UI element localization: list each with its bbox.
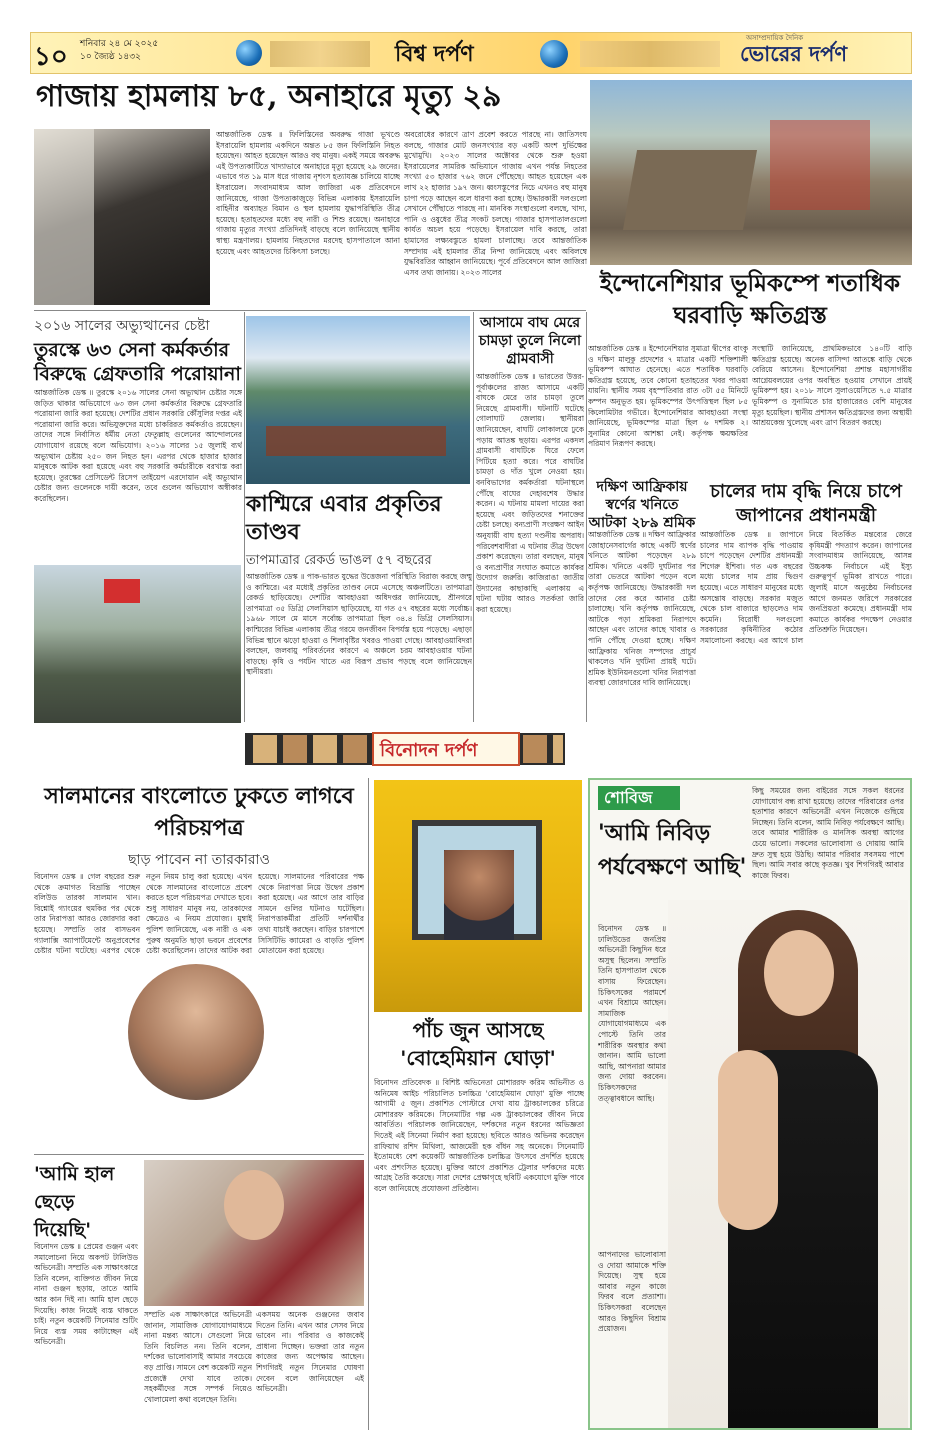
gaza-column-1: আন্তর্জাতিক ডেস্ক ॥ ফিলিস্তিনের অবরুদ্ধ গাজা ভূখণ্ডে ইসরায়েলি হামলায় একদিনে অন্তত ৮৫ জন ফিলিস্তিনি নিহত হয়েছেন। আহত হয়েছেন আরও বহু মানুষ। একই সময়ে অবরুদ্ধ এই উপত্যকাটিতে খাদ্যাভাবে অনাহারে মৃত্যু হয়েছে ২৯ জনের। এভাবে গত ১৯ মাস ধরে গাজায় নৃশংস হত্যাযজ্ঞ চালিয়ে যাচ্ছে ইসরায়েল। সংবাদমাধ্যম আল জাজিরা এক প্রতিবেদনে জানিয়েছে, গাজা উপত্যকাজুড়ে বিভিন্ন এলাকায় ইসরায়েলি বাহিনীর অব্যাহত বিমান ও স্থল হামলায় যুদ্ধাপরিস্থিতি তীব্র হয়েছে। হতাহতদের মধ্যে বহু নারী ও শিশু রয়েছে। অনাহারে গাজায় মৃত্যুর সংখ্যা প্রতিদিনই বাড়ছে বলে জানিয়েছে স্থানীয় স্বাস্থ্য মন্ত্রণালয়। হামলায় নিহতদের মরদেহ হাসপাতালে আনা হয়েছে এবং আহতদের চিকিৎসা চলছে।	[216, 130, 400, 256]
mimi-headline: 'আমি হাল ছেড়ে দিয়েছি'	[34, 1163, 115, 1241]
kashmir-headline: কাশ্মিরে এবার প্রকৃতির তাণ্ডব	[246, 491, 442, 545]
showbiz-tag: শোবিজ	[598, 786, 680, 810]
entertainment-section-title: বিনোদন দর্পণ	[380, 740, 478, 761]
column-rule	[586, 312, 587, 722]
column-rule	[368, 778, 369, 1430]
mimi-body-3: একসময় অনেক গুঞ্জনের জবাব দিতেন তিনি। এখন আর সেসব নিয়ে ভাবেন না। পরিবার ও কাজকেই প্রাধান্য দিচ্ছেন। ভক্তরা তার নতুন কাজের জন্য অপেক্ষায় আছেন। শিগগিরই নতুন সিনেমার ঘোষণা দেবেন বলে জানিয়েছেন এই অভিনেত্রী।	[256, 1310, 364, 1394]
row-rule	[34, 310, 586, 311]
mimi-body: বিনোদন ডেস্ক ॥ প্রেমের গুঞ্জন এবং সমালোচনা নিয়ে অকপট টালিউড অভিনেত্রী। সম্প্রতি এক সাক্ষাৎকারে তিনি বলেন, ব্যক্তিগত জীবন নিয়ে নানা গুঞ্জন ছড়ায়, তাতে আমি আর কান দিই না। আমি হাল ছেড়ে দিয়েছি। কাজ নিয়েই ব্যস্ত থাকতে চাই। নতুন কয়েকটি সিনেমার শুটিং নিয়ে ব্যস্ত সময় কাটাচ্ছেন এই অভিনেত্রী।	[34, 1242, 138, 1347]
kashmir-lake-photo	[246, 316, 470, 484]
column-rule	[244, 312, 245, 722]
newspaper-logo	[740, 34, 848, 73]
gaza-column-2: অবরোধের কারণে ত্রাণ প্রবেশ করতে পারছে না। জাতিসংঘ বলছে, গাজার মোট জনসংখ্যার বড় একটি অংশ দুর্ভিক্ষের মুখোমুখি। ২০২৩ সালের অক্টোবর থেকে শুরু হওয়া ইসরায়েলের সামরিক অভিযানে গাজায় এখন পর্যন্ত নিহতের সংখ্যা ৫৩ হাজার ৭৬২ জনে পৌঁছেছে। আহত হয়েছেন এক লাখ ২২ হাজার ১৯৭ জন। ধ্বংসস্তূপের নিচে এখনও বহু মানুষ চাপা পড়ে আছেন বলে ধারণা করা হচ্ছে। উদ্ধারকারী দলগুলো সেখানে পৌঁছাতে পারছে না। মানবিক সংস্থাগুলো বলছে, খাদ্য, পানি ও ওষুধের তীব্র সংকট চলছে। গাজার হাসপাতালগুলো কার্যত অচল হয়ে পড়েছে। ইসরায়েল দাবি করছে, তারা হামাসের লক্ষ্যবস্তুতে হামলা চালাচ্ছে। তবে আন্তর্জাতিক সম্প্রদায় এই হামলার তীব্র নিন্দা জানিয়েছে এবং অবিলম্বে যুদ্ধবিরতির আহ্বান জানিয়েছে। পূর্বে প্রতিবেদনে আল জাজিরা এসব তথ্য জানায়। ২০২৩ সালের	[404, 130, 587, 277]
date-bangla: ১০ জ্যৈষ্ঠ ১৪৩২	[80, 52, 141, 62]
turkey-headline: তুরস্কে ৬৩ সেনা কর্মকর্তার বিরুদ্ধে গ্রেফতারি পরোয়ানা	[34, 339, 241, 385]
section-title: বিশ্ব দর্পণ	[395, 41, 474, 67]
showbiz-body-bottom: আপনাদের ভালোবাসা ও দোয়া আমাকে শক্তি দিয়েছে। সুস্থ হয়ে আবার নতুন কাজে ফিরব বলে প্রত্যাশা। চিকিৎসকরা বলেছেন আরও কিছুদিন বিশ্রাম প্রয়োজন।	[598, 1250, 666, 1334]
showbiz-body-top: কিছু সময়ের জন্য বাইরের সঙ্গে সকল ধরনের যোগাযোগ বন্ধ রাখা হয়েছে। তাদের পরিবারের ওপর হতাশার কারণে অভিনেত্রী এখন নিজেকে গুছিয়ে নিচ্ছেন। তিনি বলেন, আমি নিবিড় পর্যবেক্ষণে আছি। তবে আমার শারীরিক ও মানসিক অবস্থা আগের চেয়ে ভালো। সকলের ভালোবাসা ও দোয়ায় আমি দ্রুত সুস্থ হয়ে উঠছি। আমার পরিবার সবসময় পাশে ছিল। আমি সবার কাছে কৃতজ্ঞ। খুব শিগগিরই আবার কাজে ফিরব।	[752, 786, 904, 880]
globe-icon	[236, 40, 262, 66]
bohemian-headline: পাঁচ জুন আসছে 'বোহেমিয়ান ঘোড়া'	[400, 1018, 556, 1070]
salman-subhead: ছাড় পাবেন না তারকারাও	[128, 852, 270, 868]
gaza-headline: গাজায় হামলায় ৮৫, অনাহারে মৃত্যু ২৯	[36, 79, 502, 114]
turkey-protest-photo	[34, 565, 241, 723]
assam-body: আন্তর্জাতিক ডেস্ক ॥ ভারতের উত্তর-পূর্বাঞ্চলের রাজ্য আসামে একটি বাঘকে মেরে তার চামড়া তুলে নিয়েছে গ্রামবাসী। ঘটনাটি ঘটেছে গোলাঘাট জেলায়। স্থানীয়রা জানিয়েছেন, বাঘটি লোকালয়ে ঢুকে পড়ায় আতঙ্ক ছড়ায়। এরপর একদল গ্রামবাসী বাঘটিকে ঘিরে ফেলে পিটিয়ে হত্যা করে। পরে বাঘটির চামড়া ও দাঁত খুলে নেওয়া হয়। বনবিভাগের কর্মকর্তারা ঘটনাস্থলে পৌঁছে বাঘের দেহাবশেষ উদ্ধার করেন। এ ঘটনায় মামলা দায়ের করা হয়েছে এবং জড়িতদের শনাক্তের চেষ্টা চলছে। বন্যপ্রাণী সংরক্ষণ আইন অনুযায়ী বাঘ হত্যা দণ্ডনীয় অপরাধ। পরিবেশবাদীরা এ ঘটনায় তীব্র উদ্বেগ প্রকাশ করেছেন। তারা বলছেন, মানুষ ও বন্যপ্রাণীর সংঘাত কমাতে কার্যকর উদ্যোগ জরুরি। কাজিরাঙা জাতীয় উদ্যানের কাছাকাছি এলাকায় এ ঘটনা ঘটায় আরও সতর্কতা জারি করা হয়েছে।	[476, 372, 584, 615]
page-number: ১০	[34, 42, 68, 72]
salman-body-text: বিনোদন ডেস্ক ॥ গেল বছরের শুরু থেকে ক্রমাগত বিভ্রান্তি পাচ্ছেন বলিউড তারকা সালমান খান। বিশ্নোই গ্যাংয়ের হুমকির পর থেকে তার নিরাপত্তা আরও জোরদার করা হয়েছে। সম্প্রতি তার বাসভবন গ্যালাক্সি অ্যাপার্টমেন্টে অনুপ্রবেশের চেষ্টার ঘটনা ঘটেছে। এরপর থেকে নতুন নিয়ম চালু করা হয়েছে। এখন থেকে সালমানের বাংলোতে প্রবেশ করতে হলে পরিচয়পত্র দেখাতে হবে। শুধু সাধারণ মানুষ নয়, তারকাদের ক্ষেত্রেও এ নিয়ম প্রযোজ্য। মুম্বাই পুলিশ জানিয়েছে, এক নারী ও এক পুরুষ অনুমতি ছাড়া ভবনে প্রবেশের চেষ্টা করেছিলেন। তাদের আটক করা হয়েছে। সালমানের পরিবারের পক্ষ থেকে নিরাপত্তা নিয়ে উদ্বেগ প্রকাশ করা হয়েছে। এর আগে তার বাড়ির সামনে গুলির ঘটনাও ঘটেছিল। নিরাপত্তাকর্মীরা প্রতিটি দর্শনার্থীর তথ্য যাচাই করছেন। বাড়ির চারপাশে সিসিটিভি ক্যামেরা ও বাড়তি পুলিশ মোতায়েন করা হয়েছে।	[34, 872, 364, 956]
indonesia-column-2: সংস্থাটি জানিয়েছে, প্রাথমিকভাবে ১৪০টি বাড়ি ক্ষতিগ্রস্ত হয়েছে। অনেক বাসিন্দা আতঙ্কে বাড়ি থেকে বেরিয়ে আসেন। ইন্দোনেশিয়া প্রশান্ত মহাসাগরীয় আগ্নেয়বলয়ের ওপর অবস্থিত হওয়ায় সেখানে প্রায়ই ভূমিকম্প হয়। ২০১৮ সালে সুলাওয়েসিতে ৭.৫ মাত্রার ভূমিকম্প ও সুনামিতে চার হাজারেরও বেশি মানুষের মৃত্যু হয়েছিল। স্থানীয় প্রশাসন ক্ষতিগ্রস্তদের জন্য অস্থায়ী আশ্রয়কেন্দ্র খুলেছে এবং ত্রাণ বিতরণ করছে।	[752, 344, 912, 428]
salman-khan-photo	[128, 964, 264, 1100]
row-rule	[34, 1154, 364, 1155]
japan-headline: চালের দাম বৃদ্ধি নিয়ে চাপে জাপানের প্রধানমন্ত্রী	[710, 481, 902, 526]
indonesia-column-1: আন্তর্জাতিক ডেস্ক ॥ ইন্দোনেশিয়ার সুমাত্রা দ্বীপের বাংকু ও দক্ষিণ মালুকু প্রদেশের ৭ মাত্রার একটি শক্তিশালী ভূমিকম্প আঘাত হেনেছে। এতে শতাধিক ঘরবাড়ি ক্ষতিগ্রস্ত হয়েছে, তবে কোনো হতাহতের খবর পাওয়া যায়নি। স্থানীয় সময় বৃহস্পতিবার রাত ৩টা ৫৫ মিনিটে কম্পন অনুভূত হয়। ভূমিকম্পের উৎপত্তিস্থল ছিল ৮৫ কিলোমিটার গভীরে। ইন্দোনেশিয়ার আবহাওয়া সংস্থা জানিয়েছে, ভূমিকম্পের মাত্রা ছিল ৬ দশমিক ২। সুনামির কোনো আশঙ্কা নেই। কর্তৃপক্ষ ক্ষয়ক্ষতির পরিমাণ নিরূপণ করছে।	[588, 344, 748, 449]
mimi-body-2: সম্প্রতি এক সাক্ষাৎকারে অভিনেত্রী জানান, সামাজিক যোগাযোগমাধ্যমে নানা মন্তব্য আসে। সেগুলো নিয়ে তিনি বিচলিত নন। তিনি বলেন, দর্শকের ভালোবাসাই আমার সবচেয়ে বড় প্রাপ্তি। সামনে বেশ কয়েকটি নতুন প্রজেক্টে দেখা যাবে তাকে। সহকর্মীদের সঙ্গে সম্পর্ক নিয়েও খোলামেলা কথা বলেছেন তিনি।	[144, 1310, 252, 1404]
mimi-photo	[144, 1160, 364, 1306]
showbiz-body-left: বিনোদন ডেস্ক ॥ ঢালিউডের জনপ্রিয় অভিনেত্রী কিছুদিন ধরে অসুস্থ ছিলেন। সম্প্রতি তিনি হাসপাতাল থেকে বাসায় ফিরেছেন। চিকিৎসকের পরামর্শে এখন বিশ্রামে আছেন। সামাজিক যোগাযোগমাধ্যমে এক পোস্টে তিনি তার শারীরিক অবস্থার কথা জানান। আমি ভালো আছি, আপনারা আমার জন্য দোয়া করবেন। চিকিৎসকদের তত্ত্বাবধানে আছি।	[598, 924, 666, 1103]
turkey-body: আন্তর্জাতিক ডেস্ক ॥ তুরস্কে ২০১৬ সালের সেনা অভ্যুত্থান চেষ্টার সঙ্গে জড়িত থাকার অভিযোগে ৬৩ জন সেনা কর্মকর্তার বিরুদ্ধে গ্রেফতারি পরোয়ানা জারি করা হয়েছে। দেশটির প্রধান সরকারি কৌঁসুলির দপ্তর এই পরোয়ানা জারি করে। অভিযুক্তদের মধ্যে চাকরিরত কর্মকর্তাও রয়েছেন। তাদের সঙ্গে নির্বাসিত ধর্মীয় নেতা ফেতুল্লাহ গুলেনের আন্দোলনের যোগাযোগ রয়েছে বলে অভিযোগ। ২০১৬ সালের ১৫ জুলাই ব্যর্থ অভ্যুত্থান চেষ্টায় ২৫০ জন নিহত হন। এরপর থেকে হাজার হাজার মানুষকে আটক করা হয়েছে এবং বহু সরকারি কর্মচারীকে বরখাস্ত করা হয়েছে। তুরস্কের প্রেসিডেন্ট রিসেপ তাইয়েপ এরদোয়ান এই অভ্যুত্থান চেষ্টার জন্য গুলেনকে দায়ী করেন, তবে গুলেন অভিযোগ অস্বীকার করেছিলেন।	[34, 388, 242, 503]
indonesia-headline: ইন্দোনেশিয়ার ভূমিকম্পে শতাধিক ঘরবাড়ি ক্ষতিগ্রস্ত	[600, 270, 900, 329]
kashmir-body: আন্তর্জাতিক ডেস্ক ॥ পাক-ভারত যুদ্ধের উত্তেজনা পরিস্থিতি বিরাজ করছে জম্মু ও কাশ্মিরে। এর মধ্যেই প্রকৃতির তাণ্ডব নেমে এসেছে অঞ্চলটিতে। তাপমাত্রা রেকর্ড ছাড়িয়েছে। দেশটির আবহাওয়া অধিদপ্তর জানিয়েছে, শ্রীনগরে তাপমাত্রা ৩৫ ডিগ্রি সেলসিয়াস ছাড়িয়েছে, যা গত ৫৭ বছরের মধ্যে সর্বোচ্চ। ১৯৬৮ সালে মে মাসে সর্বোচ্চ তাপমাত্রা ছিল ৩৪.৪ ডিগ্রি সেলসিয়াস। কাশ্মিরের বিভিন্ন এলাকায় তীব্র গরমে জনজীবন বিপর্যস্ত হয়ে পড়েছে। এছাড়া বিভিন্ন স্থানে ঝড়ো হাওয়া ও শিলাবৃষ্টির খবরও পাওয়া গেছে। আবহাওয়াবিদরা বলছেন, জলবায়ু পরিবর্তনের কারণে এ অঞ্চলে চরম আবহাওয়ার ঘটনা বাড়ছে। কৃষি ও পর্যটন খাতে এর বিরূপ প্রভাব পড়ছে বলে জানিয়েছেন স্থানীয়রা।	[246, 572, 472, 677]
landmarks-illustration	[580, 41, 720, 67]
japan-body: আন্তর্জাতিক ডেস্ক ॥ জাপানে চালের দাম ব্যাপক বৃদ্ধি পাওয়ায় চাপে পড়েছেন দেশটির প্রধানমন্ত্রী শিগেরু ইশিবা। গত এক বছরের মধ্যে চালের দাম প্রায় দ্বিগুণ হয়েছে। এতে সাধারণ মানুষের মধ্যে অসন্তোষ বাড়ছে। সরকার মজুত থেকে চাল বাজারে ছাড়লেও দাম কমেনি। বিরোধী দলগুলো সরকারের কৃষিনীতির কঠোর সমালোচনা করছে। এর আগে চাল নিয়ে বিতর্কিত মন্তব্যের জেরে কৃষিমন্ত্রী পদত্যাগ করেন। জাপানের সংবাদমাধ্যম জানিয়েছে, আসন্ন উচ্চকক্ষ নির্বাচনে এই ইস্যু গুরুত্বপূর্ণ ভূমিকা রাখতে পারে। জুলাই মাসে অনুষ্ঠেয় নির্বাচনের আগে জনমত জরিপে সরকারের জনপ্রিয়তা কমেছে। প্রধানমন্ত্রী দাম কমাতে কার্যকর পদক্ষেপ নেওয়ার প্রতিশ্রুতি দিয়েছেন।	[700, 530, 912, 645]
globe-icon	[540, 40, 568, 68]
actress-photo	[668, 900, 908, 1428]
africa-headline: দক্ষিণ আফ্রিকায় স্বর্ণের খনিতে আটকা ২৮৯ শ্রমিক	[588, 479, 696, 531]
date-box	[80, 38, 158, 64]
landmarks-illustration	[270, 41, 370, 67]
date-english: শনিবার ২৪ মে ২০২৫	[80, 39, 159, 49]
africa-body: আন্তর্জাতিক ডেস্ক ॥ দক্ষিণ আফ্রিকার জোহানেসবার্গের কাছে একটি স্বর্ণের খনিতে আটকা পড়েছেন ২৮৯ শ্রমিক। খনিতে একটি দুর্ঘটনার পর তারা ভেতরে আটকা পড়েন বলে কর্তৃপক্ষ জানিয়েছে। উদ্ধারকারী দল তাদের বের করে আনার চেষ্টা চালাচ্ছে। খনি কর্তৃপক্ষ জানিয়েছে, আটকে পড়া শ্রমিকরা নিরাপদে আছেন এবং তাদের কাছে খাবার ও পানি পৌঁছে দেওয়া হচ্ছে। দক্ষিণ আফ্রিকায় খনিজ সম্পদের প্রাচুর্য থাকলেও খনি দুর্ঘটনা প্রায়ই ঘটে। শ্রমিক ইউনিয়নগুলো খনির নিরাপত্তা ব্যবস্থা জোরদারের দাবি জানিয়েছে।	[588, 530, 696, 688]
salman-headline: সালমানের বাংলোতে ঢুকতে লাগবে পরিচয়পত্র	[44, 783, 354, 841]
gaza-photo	[34, 129, 210, 305]
column-rule	[473, 312, 474, 722]
indonesia-earthquake-photo	[590, 80, 912, 265]
assam-headline: আসামে বাঘ মেরে চামড়া তুলে নিলো গ্রামবাসী	[478, 315, 582, 367]
showbiz-headline: 'আমি নিবিড় পর্যবেক্ষণে আছি'	[598, 820, 747, 880]
newspaper-tagline: অসাম্প্রদায়িক দৈনিক	[746, 34, 804, 42]
newspaper-name: ভোরের দর্পণ	[740, 41, 848, 66]
turkey-kicker: ২০১৬ সালের অভ্যুত্থানের চেষ্টা	[34, 318, 210, 334]
bohemian-body: বিনোদন প্রতিবেদক ॥ বিশিষ্ট অভিনেতা মোশাররফ করিম অভিনীত ও অনিমেষ আইচ পরিচালিত চলচ্চিত্র 'বোহেমিয়ান ঘোড়া' মুক্তি পাচ্ছে আগামী ৫ জুন। প্রকাশিত পোস্টারে দেখা যায় ট্রাকচালকের চরিত্রে মোশাররফ করিমকে। সিনেমাটির গল্প এক ট্রাকচালকের জীবন নিয়ে আবর্তিত। পরিচালক জানিয়েছেন, দর্শকদের নতুন ধরনের অভিজ্ঞতা দিতেই এই সিনেমা নির্মাণ করা হয়েছে। ছবিতে আরও অভিনয় করেছেন রাফিয়াথ রশিদ মিথিলা, আজমেরী হক বাঁধন সহ অনেকে। সিনেমাটি ইতোমধ্যে বেশ কয়েকটি আন্তর্জাতিক চলচ্চিত্র উৎসবে প্রদর্শিত হয়েছে এবং প্রশংসিত হয়েছে। মুক্তির আগে প্রকাশিত ট্রেলার দর্শকদের মধ্যে আগ্রহ তৈরি করেছে। সারা দেশের প্রেক্ষাগৃহে ছবিটি একযোগে মুক্তি পাবে বলে জানিয়েছে প্রযোজনা প্রতিষ্ঠান।	[374, 1078, 584, 1193]
kashmir-subhead: তাপমাত্রার রেকর্ড ভাঙল ৫৭ বছরের	[246, 553, 432, 568]
bohemian-ghora-poster	[374, 780, 582, 1012]
